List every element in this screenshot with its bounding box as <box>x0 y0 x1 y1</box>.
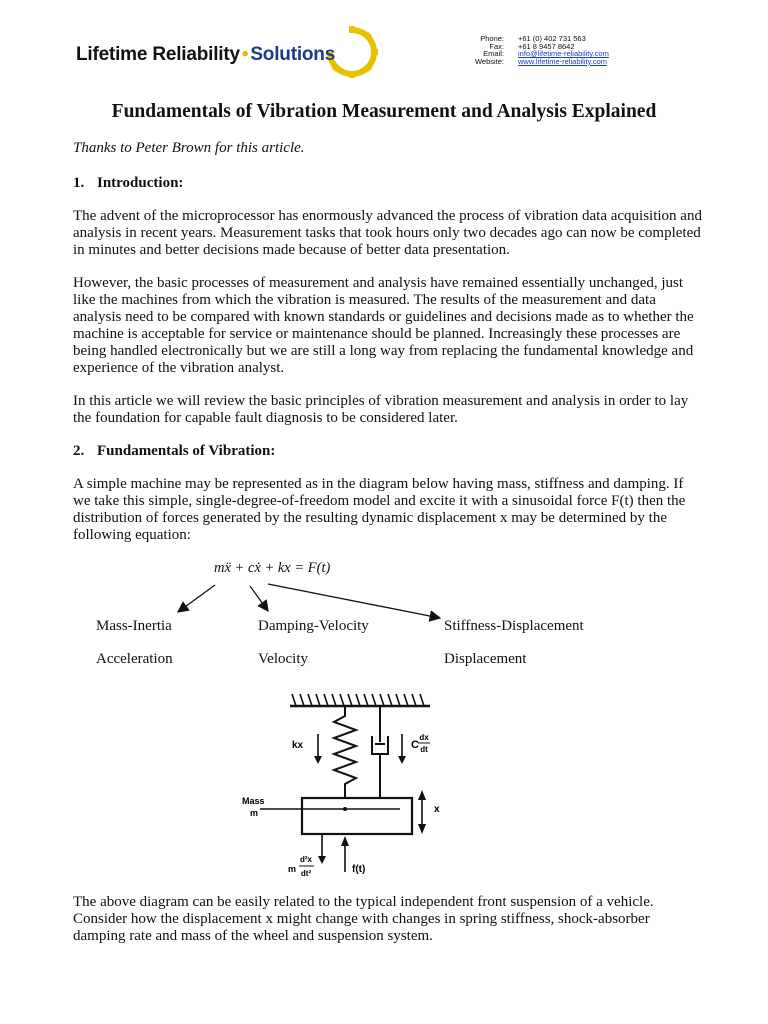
fixed-support-icon <box>290 694 430 706</box>
term-damping-velocity: Damping-Velocity <box>258 618 369 634</box>
damper-rate-num: dx <box>419 733 429 742</box>
paragraph-fundamentals: A simple machine may be represented as in the diagram below having mass, stiffness and damping. If we take this simple, single-degree-of-freedom model and excite it with a sinusoidal force F(t) then the distribution of forces generated by the resulting dynamic displacement x may be determined by the following equation: <box>73 476 686 543</box>
paragraph-suspension: The above diagram can be easily related to the typical independent front suspension of a vehicle. Consider how the displacement x might change with changes in spring stiffness, shock-absorber damping rate and mass of the wheel and suspension system. <box>73 894 654 944</box>
arrow-damping-velocity <box>250 586 268 611</box>
damper-icon <box>372 706 388 798</box>
logo-main-text: Lifetime Reliability <box>76 44 240 65</box>
paragraph-intro-2: However, the basic processes of measurement and analysis have remained essentially unchanged, just like the machines from which the vibration is measured. The results of the measurement and data analysis need to be compared with known standards or guidelines and decisions made as to whether the machine is acceptable for service or maintenance should be planned. Increasingly these processes are being handled electronically but we are still a long way from replacing the fundamental knowledge and experience of the vibration analyst. <box>73 275 694 376</box>
mass-block <box>302 798 412 834</box>
damper-force-arrowhead <box>398 756 406 764</box>
contact-phone-value: +61 (0) 402 731 563 <box>518 34 586 43</box>
inertia-rate-num: d²x <box>300 855 312 864</box>
term-mass-inertia: Mass-Inertia <box>96 618 172 634</box>
mass-symbol: m <box>250 808 259 818</box>
contact-fax-value: +61 8 9457 8642 <box>518 41 575 51</box>
damper-coef-label: C <box>411 739 419 751</box>
logo-wordmark <box>76 44 335 66</box>
contact-website-label: Website: <box>474 56 504 66</box>
term-stiffness-displacement: Stiffness-Displacement <box>444 618 584 634</box>
logo-dot: • <box>241 44 249 65</box>
thanks-line: Thanks to Peter Brown for this article. <box>73 140 305 156</box>
damper-rate-den: dt <box>420 745 428 754</box>
inertia-mass-symbol: m <box>288 864 297 874</box>
quantity-velocity: Velocity <box>258 651 308 667</box>
contact-website-link[interactable]: www.lifetime-reliability.com <box>518 56 608 66</box>
quantity-acceleration: Acceleration <box>96 651 173 667</box>
inertia-rate-den: dt² <box>300 869 312 878</box>
displacement-label: x <box>434 804 440 815</box>
logo-accent-text: Solutions <box>250 44 336 65</box>
contact-email-link[interactable]: info@lifetime-reliability.com <box>518 49 609 59</box>
arrow-stiffness-displacement <box>268 584 440 618</box>
arrow-mass-inertia <box>178 585 215 612</box>
quantity-displacement: Displacement <box>444 651 527 667</box>
equation-of-motion: mẍ + cẋ + kx = F(t) <box>214 560 331 576</box>
section-heading-introduction <box>73 175 183 192</box>
contact-fax-label: Fax: <box>489 41 504 51</box>
contact-email-label: Email: <box>483 49 504 59</box>
spring-force-arrowhead <box>314 756 322 764</box>
contact-phone-label: Phone: <box>480 34 504 43</box>
section-title: Introduction: <box>97 175 184 191</box>
excitation-force-label: f(t) <box>352 864 366 875</box>
spring-force-label: kx <box>292 740 304 751</box>
section-number: 2. <box>73 443 85 459</box>
section-title: Fundamentals of Vibration: <box>97 443 276 459</box>
paragraph-intro-3: In this article we will review the basic principles of vibration measurement and analysis in order to lay the foundation for capable fault diagnosis to be considered later. <box>73 393 689 426</box>
mass-spring-damper-diagram <box>230 686 460 886</box>
paragraph-intro-1: The advent of the microprocessor has enormously advanced the process of vibration data acquisition and analysis in recent years. Measurement tasks that took hours only two decades ago can now be completed in minutes and better decisions made because of better data presentation. <box>73 208 702 258</box>
document-title: Fundamentals of Vibration Measurement and Analysis Explained <box>111 101 657 122</box>
section-number: 1. <box>73 175 85 191</box>
section-heading-fundamentals <box>73 443 275 460</box>
spring-icon <box>334 706 356 798</box>
mass-label: Mass <box>242 796 265 806</box>
